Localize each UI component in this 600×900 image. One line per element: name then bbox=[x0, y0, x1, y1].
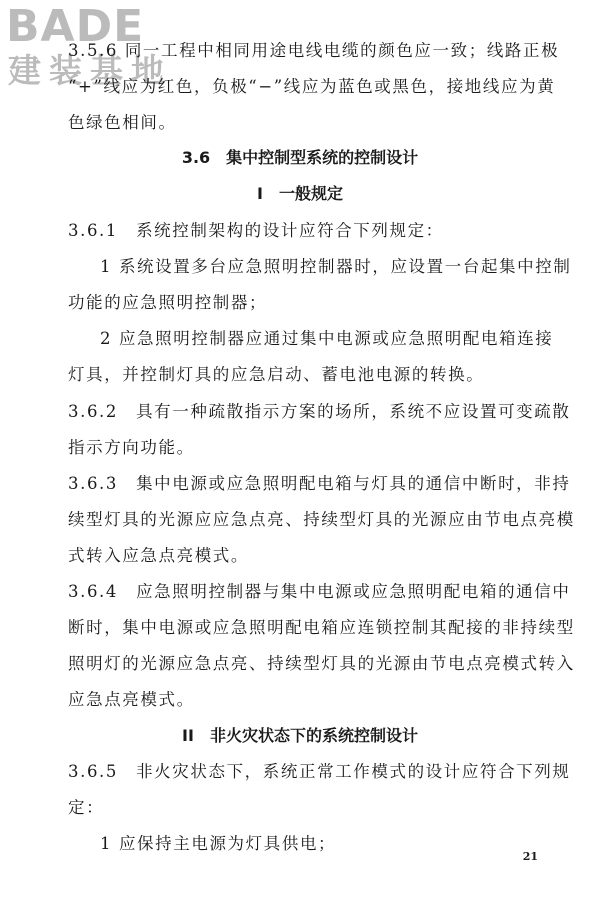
text-line: 色绿色相间。 bbox=[68, 113, 177, 132]
text-line: 续型灯具的光源应应急点亮、持续型灯具的光源应由节电点亮模 bbox=[68, 510, 575, 529]
subsection-title: II 非火灾状态下的系统控制设计 bbox=[182, 726, 418, 745]
item-line: 2 应急照明控制器应通过集中电源或应急照明配电箱连接 bbox=[100, 329, 554, 348]
text-line: 照明灯的光源应急点亮、持续型灯具的光源由节电点亮模式转入 bbox=[68, 654, 575, 673]
clause-line: 3.6.5 非火灾状态下，系统正常工作模式的设计应符合下列规 bbox=[68, 762, 571, 781]
text-line: 3.5.6 同一工程中相同用途电线电缆的颜色应一致；线路正极 bbox=[68, 41, 560, 60]
text-line: “+”线应为红色，负极“−”线应为蓝色或黑色，接地线应为黄 bbox=[68, 77, 556, 96]
text-line: 定： bbox=[68, 798, 105, 817]
text-line: 断时，集中电源或应急照明配电箱应连锁控制其配接的非持续型 bbox=[68, 618, 575, 637]
page-number: 21 bbox=[522, 850, 538, 863]
clause-line: 3.6.2 具有一种疏散指示方案的场所，系统不应设置可变疏散 bbox=[68, 402, 571, 421]
text-line: 功能的应急照明控制器； bbox=[68, 293, 268, 312]
text-line: 式转入应急点亮模式。 bbox=[68, 546, 249, 565]
text-line: 应急点亮模式。 bbox=[68, 690, 195, 709]
subsection-title: I 一般规定 bbox=[257, 184, 343, 203]
clause-line: 3.6.3 集中电源或应急照明配电箱与灯具的通信中断时，非持 bbox=[68, 474, 571, 493]
item-line: 1 应保持主电源为灯具供电； bbox=[100, 834, 337, 853]
watermark-latin: BADE bbox=[6, 1, 145, 52]
text-line: 灯具，并控制灯具的应急启动、蓄电池电源的转换。 bbox=[68, 365, 485, 384]
clause-line: 3.6.4 应急照明控制器与集中电源或应急照明配电箱的通信中 bbox=[68, 582, 571, 601]
text-line: 指示方向功能。 bbox=[68, 438, 195, 457]
section-title: 3.6 集中控制型系统的控制设计 bbox=[181, 148, 419, 167]
watermark-cjk: 建装基地 bbox=[8, 51, 172, 90]
clause-line: 3.6.1 系统控制架构的设计应符合下列规定： bbox=[68, 221, 444, 240]
item-line: 1 系统设置多台应急照明控制器时，应设置一台起集中控制 bbox=[100, 257, 572, 276]
